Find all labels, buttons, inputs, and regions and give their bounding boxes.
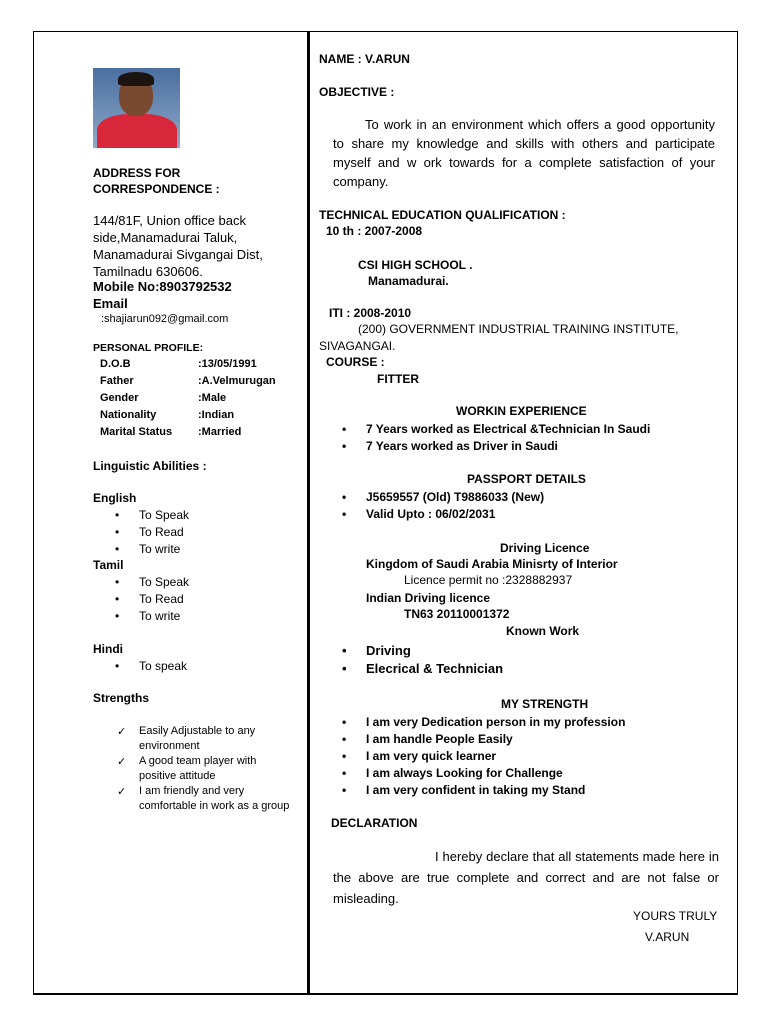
work-heading: WORKIN EXPERIENCE [456,404,587,418]
tech-edu-heading: TECHNICAL EDUCATION QUALIFICATION : [319,208,566,222]
school-name: CSI HIGH SCHOOL . [358,258,473,272]
address-line: side,Manamadurai Taluk, [93,230,238,245]
profile-label: Marital Status [100,426,173,438]
course-label: COURSE : [326,355,385,369]
strength-item-cont: environment [139,740,200,752]
strength-point: • I am always Looking for Challenge [366,766,563,780]
language-skill: • To Read [139,525,184,539]
profile-label: Nationality [100,409,157,421]
passport-item: • J5659557 (Old) T9886033 (New) [366,490,544,504]
address-line: Manamadurai Sivgangai Dist, [93,247,263,262]
language-skill: • To Read [139,592,184,606]
iti-institute: (200) GOVERNMENT INDUSTRIAL TRAINING INSTITUTE, [358,322,679,336]
linguistic-heading: Linguistic Abilities : [93,459,207,473]
profile-label: D.O.B [100,358,131,370]
objective-text: To work in an environment which offers a good opportunity to share my knowledge and skills with others and participate myself and w ork towards for a complete satisfaction of your company. [333,117,715,189]
licence-india-number: TN63 20110001372 [404,607,510,621]
email-label: Email [93,296,128,311]
strength-item-cont: positive attitude [139,770,216,782]
personal-profile-heading: PERSONAL PROFILE: [93,342,204,354]
language-skill: • To Speak [139,575,189,589]
profile-photo [93,68,180,148]
left-column [93,68,305,148]
iti-place: SIVAGANGAI. [319,339,396,353]
profile-value: :13/05/1991 [198,358,257,370]
licence-ksa: Kingdom of Saudi Arabia Minisrty of Interior [366,557,618,571]
known-work-item: • Elecrical & Technician [366,661,503,676]
address-heading-1: ADDRESS FOR [93,166,181,180]
strengths-heading: Strengths [93,691,150,705]
hindi-label: Hindi [93,642,123,656]
strength-point: • I am very Dedication person in my profession [366,715,625,729]
course-value: FITTER [377,372,419,386]
strength-point: • I am very quick learner [366,749,496,763]
declaration-heading: DECLARATION [331,816,418,830]
strength-item-cont: comfortable in work as a group [139,800,290,812]
strength-point: • I am very confident in taking my Stand [366,783,585,797]
address-heading-2: CORRESPONDENCE : [93,182,220,196]
signature-name: V.ARUN [645,930,690,944]
tamil-label: Tamil [93,558,124,572]
profile-value: :Married [198,426,242,438]
known-work-item: • Driving [366,643,411,658]
work-item: • 7 Years worked as Electrical &Technician In Saudi [366,422,650,436]
mobile-number: Mobile No:8903792532 [93,279,232,294]
iti-year: ITI : 2008-2010 [329,306,412,320]
strength-item: ✓ A good team player with [139,755,256,767]
language-skill: • To Speak [139,508,189,522]
strength-point: • I am handle People Easily [366,732,513,746]
column-divider [307,31,310,994]
licence-india: Indian Driving licence [366,591,491,605]
candidate-name: NAME : V.ARUN [319,52,410,66]
strength-item: ✓ I am friendly and very [139,785,244,797]
licence-permit: Licence permit no :2328882937 [404,573,573,587]
closing-text: YOURS TRULY [633,909,718,923]
profile-value: :Indian [198,409,235,421]
address-line: Tamilnadu 630606. [93,264,203,279]
tenth-year: 10 th : 2007-2008 [326,224,423,238]
known-work-heading: Known Work [506,624,580,638]
profile-label: Father [100,375,134,387]
strength-item: ✓ Easily Adjustable to any [139,725,255,737]
passport-item: • Valid Upto : 06/02/2031 [366,507,495,521]
school-place: Manamadurai. [368,274,449,288]
english-label: English [93,491,137,505]
bottom-rule [33,993,738,995]
language-skill: • To write [139,609,180,623]
language-skill: • To write [139,542,180,556]
profile-value: :Male [198,392,227,404]
passport-heading: PASSPORT DETAILS [467,472,586,486]
declaration-text: I hereby declare that all statements made here in the above are true complete and correct and are not false or misleading. [333,849,719,906]
my-strength-heading: MY STRENGTH [501,697,589,711]
email-value: :shajiarun092@gmail.com [101,313,229,325]
language-skill: • To speak [139,659,187,673]
address-line: 144/81F, Union office back [93,213,246,228]
objective-heading: OBJECTIVE : [319,85,395,99]
profile-label: Gender [100,392,139,404]
work-item: • 7 Years worked as Driver in Saudi [366,439,558,453]
licence-heading: Driving Licence [500,541,590,555]
profile-value: :A.Velmurugan [198,375,276,387]
